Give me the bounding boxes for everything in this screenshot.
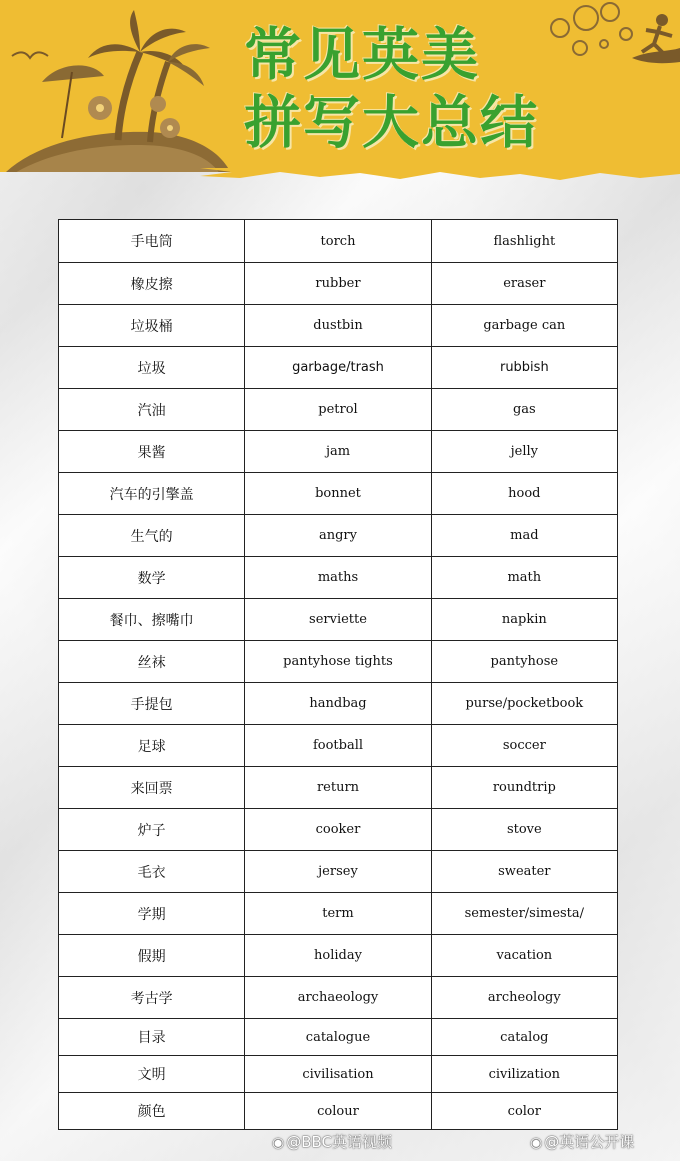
british-spelling-cell: football xyxy=(245,725,431,767)
table-row xyxy=(59,851,618,893)
american-spelling-cell: napkin xyxy=(431,599,617,641)
chinese-term-cell: 餐巾、擦嘴巾 xyxy=(59,599,245,641)
american-spelling-cell: sweater xyxy=(431,851,617,893)
chinese-term-cell: 炉子 xyxy=(59,809,245,851)
chinese-term-cell: 果酱 xyxy=(59,431,245,473)
american-spelling-cell: eraser xyxy=(431,263,617,305)
table-row xyxy=(59,977,618,1019)
table-row xyxy=(59,1056,618,1093)
american-spelling-cell: civilization xyxy=(431,1056,617,1093)
chinese-term-cell: 学期 xyxy=(59,893,245,935)
watermark-right xyxy=(530,1131,634,1152)
table-row xyxy=(59,935,618,977)
chinese-term-cell: 生气的 xyxy=(59,515,245,557)
british-spelling-cell: petrol xyxy=(245,389,431,431)
british-spelling-cell: jersey xyxy=(245,851,431,893)
british-spelling-cell: jam xyxy=(245,431,431,473)
british-spelling-cell: serviette xyxy=(245,599,431,641)
table-body xyxy=(59,220,618,1130)
american-spelling-cell: gas xyxy=(431,389,617,431)
chinese-term-cell: 垃圾 xyxy=(59,347,245,389)
american-spelling-cell: jelly xyxy=(431,431,617,473)
chinese-term-cell: 足球 xyxy=(59,725,245,767)
chinese-term-cell: 垃圾桶 xyxy=(59,305,245,347)
table-row xyxy=(59,431,618,473)
british-spelling-cell: bonnet xyxy=(245,473,431,515)
american-spelling-cell: archeology xyxy=(431,977,617,1019)
british-spelling-cell: cooker xyxy=(245,809,431,851)
american-spelling-cell: hood xyxy=(431,473,617,515)
british-spelling-cell: handbag xyxy=(245,683,431,725)
chinese-term-cell: 汽车的引擎盖 xyxy=(59,473,245,515)
table-row xyxy=(59,599,618,641)
chinese-term-cell: 颜色 xyxy=(59,1093,245,1130)
table-row xyxy=(59,557,618,599)
british-spelling-cell: maths xyxy=(245,557,431,599)
chinese-term-cell: 数学 xyxy=(59,557,245,599)
american-spelling-cell: mad xyxy=(431,515,617,557)
table-row xyxy=(59,515,618,557)
american-spelling-cell: semester/simesta/ xyxy=(431,893,617,935)
british-spelling-cell: angry xyxy=(245,515,431,557)
weibo-icon: ◉ xyxy=(272,1135,285,1151)
table-row xyxy=(59,767,618,809)
british-spelling-cell: torch xyxy=(245,220,431,263)
british-spelling-cell: pantyhose tights xyxy=(245,641,431,683)
chinese-term-cell: 假期 xyxy=(59,935,245,977)
table-row xyxy=(59,347,618,389)
american-spelling-cell: stove xyxy=(431,809,617,851)
chinese-term-cell: 目录 xyxy=(59,1019,245,1056)
table-row xyxy=(59,263,618,305)
table-row xyxy=(59,220,618,263)
chinese-term-cell: 手电筒 xyxy=(59,220,245,263)
american-spelling-cell: catalog xyxy=(431,1019,617,1056)
american-spelling-cell: garbage can xyxy=(431,305,617,347)
american-spelling-cell: math xyxy=(431,557,617,599)
chinese-term-cell: 考古学 xyxy=(59,977,245,1019)
table-row xyxy=(59,1019,618,1056)
american-spelling-cell: pantyhose xyxy=(431,641,617,683)
table-row xyxy=(59,641,618,683)
table-row xyxy=(59,305,618,347)
american-spelling-cell: flashlight xyxy=(431,220,617,263)
american-spelling-cell: rubbish xyxy=(431,347,617,389)
british-spelling-cell: dustbin xyxy=(245,305,431,347)
british-spelling-cell: term xyxy=(245,893,431,935)
table-row xyxy=(59,1093,618,1130)
watermark-left-text: @BBC英语视频 xyxy=(286,1133,393,1151)
header-banner xyxy=(0,0,680,172)
title-line-2: 拼写大总结 xyxy=(244,90,539,156)
table-row xyxy=(59,683,618,725)
watermark-right-text: @英语公开课 xyxy=(544,1133,635,1151)
table-row xyxy=(59,473,618,515)
table-row xyxy=(59,725,618,767)
british-spelling-cell: catalogue xyxy=(245,1019,431,1056)
chinese-term-cell: 来回票 xyxy=(59,767,245,809)
title-line-1: 常见英美 xyxy=(244,22,480,88)
table-row xyxy=(59,809,618,851)
chinese-term-cell: 毛衣 xyxy=(59,851,245,893)
table-row xyxy=(59,389,618,431)
american-spelling-cell: roundtrip xyxy=(431,767,617,809)
american-spelling-cell: purse/pocketbook xyxy=(431,683,617,725)
british-spelling-cell: rubber xyxy=(245,263,431,305)
british-spelling-cell: holiday xyxy=(245,935,431,977)
british-spelling-cell: colour xyxy=(245,1093,431,1130)
table-row xyxy=(59,893,618,935)
american-spelling-cell: color xyxy=(431,1093,617,1130)
british-spelling-cell: garbage/trash xyxy=(245,347,431,389)
chinese-term-cell: 橡皮擦 xyxy=(59,263,245,305)
chinese-term-cell: 文明 xyxy=(59,1056,245,1093)
american-spelling-cell: vacation xyxy=(431,935,617,977)
torn-edge xyxy=(0,168,680,190)
spelling-table xyxy=(58,219,618,1130)
watermark-left xyxy=(272,1131,392,1152)
british-spelling-cell: archaeology xyxy=(245,977,431,1019)
chinese-term-cell: 汽油 xyxy=(59,389,245,431)
chinese-term-cell: 丝袜 xyxy=(59,641,245,683)
british-spelling-cell: civilisation xyxy=(245,1056,431,1093)
chinese-term-cell: 手提包 xyxy=(59,683,245,725)
weibo-icon: ◉ xyxy=(530,1135,543,1151)
american-spelling-cell: soccer xyxy=(431,725,617,767)
british-spelling-cell: return xyxy=(245,767,431,809)
